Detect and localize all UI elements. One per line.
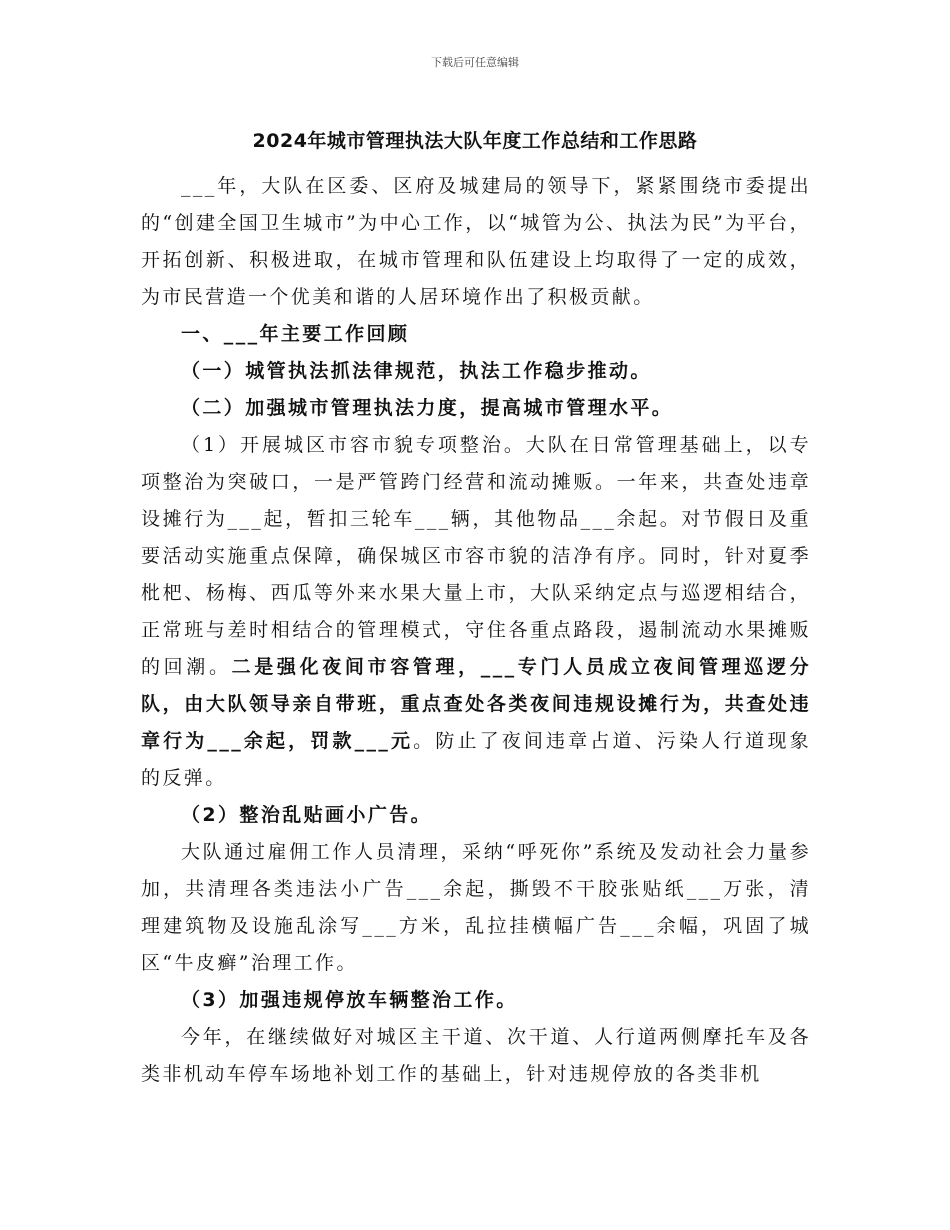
item-1-text: （1）开展城区市容市貌专项整治。大队在日常管理基础上，以专项整治为突破口，一是严管跨门经营和流动摊贩。一年来，共查处违章设摊行为___起，暂扣三轮车___辆，其他物品___余起。对节假日及重要活动实施重点保障，确保城区市容市貌的洁净有序。同时，针对夏季枇杷、杨梅、西瓜等外来水果大量上市，大队采纳定点与巡逻相结合，正常班与差时相结合的管理模式，守住各重点路段，遏制流动水果摊贩的回潮。 [141, 434, 811, 678]
subheading-1: （一）城管执法抓法律规范，执法工作稳步推动。 [181, 360, 652, 382]
section-heading-1: 一、___年主要工作回顾 [181, 323, 410, 345]
document-body [141, 168, 811, 1093]
item-3-heading: （3）加强违规停放车辆整治工作。 [181, 989, 518, 1011]
item-1-bold-text: 二是强化夜间市容管理，___专门人员成立夜间管理巡逻分队，由大队领导亲自带班，重点查处各类夜间违规设摊行为，共查处违章行为___余起，罚款___元 [141, 656, 811, 752]
intro-paragraph: ___年，大队在区委、区府及城建局的领导下，紧紧围绕市委提出的“创建全国卫生城市”为中心工作，以“城管为公、执法为民”为平台，开拓创新、积极进取，在城市管理和队伍建设上均取得了一定的成效，为市民营造一个优美和谐的人居环境作出了积极贡献。 [141, 175, 811, 308]
document-title: 2024年城市管理执法大队年度工作总结和工作思路 [252, 130, 698, 152]
item-3-paragraph: 今年，在继续做好对城区主干道、次干道、人行道两侧摩托车及各类非机动车停车场地补划工作的基础上，针对违规停放的各类非机 [141, 1026, 811, 1085]
item-2-heading: （2）整治乱贴画小广告。 [181, 804, 433, 826]
subheading-2: （二）加强城市管理执法力度，提高城市管理水平。 [181, 397, 674, 419]
item-1-tail-text: 。防止了夜间违章占道、污染人行道现象的反弹。 [141, 730, 811, 789]
header-note: 下载后可任意编辑 [431, 56, 519, 69]
item-2-paragraph: 大队通过雇佣工作人员清理，采纳“呼死你”系统及发动社会力量参加，共清理各类违法小广告___余起，撕毁不干胶张贴纸___万张，清理建筑物及设施乱涂写___方米，乱拉挂横幅广告___余幅，巩固了城区“牛皮癣”治理工作。 [141, 841, 811, 974]
item-1-paragraph [141, 427, 811, 797]
